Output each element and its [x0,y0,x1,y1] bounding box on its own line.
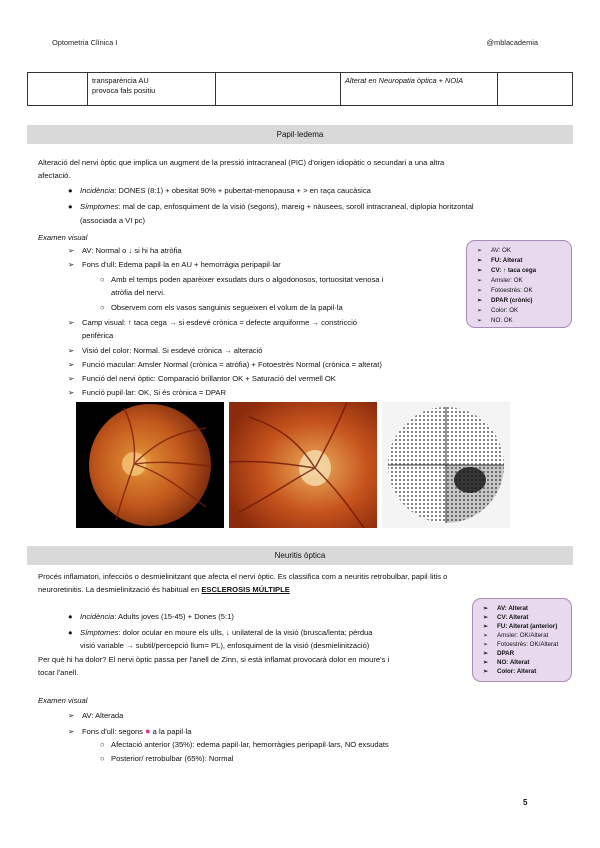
paragraph: Procés inflamatori, infecciós o desmielinitzant que afecta el nervi òptic. Es classifica com a neuritis retrobulbar, papil·litis o [38,572,448,581]
emoji-marker-icon: ● [145,726,151,736]
summary-item: ➢ NO: Alterat [483,659,530,666]
subheading-exam: Examen visual [38,233,88,242]
list-item: ➢ Visió del color: Normal. Si esdevé crònica → alteració [68,346,263,355]
summary-item: ➢ Color: Alterat [483,668,537,675]
paragraph: perifèrica [82,331,114,340]
list-item: ➢ Funció del nervi òptic: Comparació brillantor OK + Saturació del vermell OK [68,374,336,383]
arrow-icon: ➢ [68,318,75,327]
list-item: ○ Amb el temps poden aparèixer exsudats durs o algodonosos, tortuositat venosa i [100,275,384,284]
bullet-incidence: ● Incidència: Adults joves (15-45) + Dones (5:1) [68,612,234,621]
arrow-icon: ➢ [68,388,75,397]
bullet-icon: ● [68,186,73,195]
list-item: ➢ Fons d'ull: Edema papil·la en AU + hemorràgia peripapil·lar [68,260,281,269]
subheading-exam: Examen visual [38,696,88,705]
visual-field-chart [382,402,510,528]
summary-box-papilledema [466,240,572,328]
table-cell [28,73,88,106]
list-item: ○ Afectació anterior (35%): edema papil·lar, hemorràgies peripapil·lars, NO exsudats [100,740,389,749]
paragraph: Per què hi ha dolor? El nervi òptic passa per l'anell de Zinn, si està inflamat provocarà dolor en moure's i [38,655,390,664]
section-title-papilledema: Papil·ledema [27,125,573,144]
arrow-icon: ➢ [68,246,75,255]
circle-bullet-icon: ○ [100,754,105,763]
bullet-icon: ● [68,612,73,621]
bullet-symptoms: ● Símptomes: mal de cap, enfosquiment de la visió (segons), mareig + nàusees, soroll intracraneal, diplopia horitzontal [68,202,474,211]
summary-item: ➢ NO: OK [477,317,513,324]
arrow-icon: ➢ [68,374,75,383]
page-number: 5 [523,798,528,807]
bullet-icon: ● [68,628,73,637]
paragraph: tocar l'anell. [38,668,79,677]
summary-item: ➢ AV: OK [477,247,511,254]
paragraph: (associada a VI pc) [80,216,145,225]
circle-bullet-icon: ○ [100,740,105,749]
paragraph: neuroretinitis. La desmielinització és habitual en ESCLEROSIS MÚLTIPLE [38,585,290,594]
paragraph: Alteració del nervi òptic que implica un augment de la pressió intracraneal (PIC) d'origen idiopàtic o secundari a una altra [38,158,445,167]
table-cell [88,73,216,106]
list-item: ○ Observem com els vasos sanguinis segueixen el volum de la papil·la [100,303,343,312]
arrow-icon: ➢ [68,727,75,736]
summary-item: ➢ CV: ↑ taca cega [477,267,537,274]
summary-item: ➢ FU: Alterat [477,257,523,264]
arrow-icon: ➢ [68,360,75,369]
circle-bullet-icon: ○ [100,275,105,284]
list-item: ➢ Funció pupil·lar: OK, Si és crònica = DPAR [68,388,226,397]
continuation-table [27,72,573,106]
summary-item: ➢ Color: OK [477,307,519,314]
arrow-icon: ➢ [68,260,75,269]
summary-item: ➢ DPAR [483,650,515,657]
summary-item: ➢ CV: Alterat [483,614,529,621]
fundus-photo-1 [76,402,224,528]
summary-item: ➢ Fotoestrès: OK [477,287,533,294]
summary-item: ➢ Fotoestrès: OK/Alterat [483,641,559,648]
paragraph: atròfia del nervi. [111,288,166,297]
paragraph: afectació. [38,171,71,180]
bullet-symptoms: ● Símptomes: dolor ocular en moure els ulls, ↓ unilateral de la visió (brusca/lenta; pèrdua [68,628,373,637]
circle-bullet-icon: ○ [100,303,105,312]
summary-item: ➢ AV: Alterat [483,605,528,612]
table-cell: Alterat en Neuropatia òptica + NOIA [341,73,498,106]
list-item: ○ Posterior/ retrobulbar (65%): Normal [100,754,234,763]
list-item: ➢ Funció macular: Amsler Normal (crònica = atròfia) + Fotoestrès Normal (crònica = alterat) [68,360,382,369]
table-cell [498,73,573,106]
bullet-icon: ● [68,202,73,211]
list-item: ➢ Fons d'ull: segons ● a la papil·la [68,726,192,736]
summary-item: ➢ DPAR (crònic) [477,297,533,304]
header-left: Optometria Clínica I [52,38,118,47]
section-title-neuritis: Neuritis òptica [27,546,573,565]
list-item: ➢ AV: Alterada [68,711,124,720]
arrow-icon: ➢ [68,711,75,720]
table-cell [216,73,341,106]
arrow-icon: ➢ [68,346,75,355]
summary-item: ➢ FU: Alterat (anterior) [483,623,558,630]
paragraph: visió variable → subtil/percepció llum= PL), enfosquiment de la visió (desmielinització) [80,641,370,650]
table-cell-text: provoca fals positiu [92,85,156,95]
bullet-incidence: ● Incidència: DONES (8:1) + obesitat 90% + pubertat-menopausa + > en raça caucàsica [68,186,371,195]
summary-item: ➢ Amsler: OK/Alterat [483,632,549,639]
fundus-photo-2 [229,402,377,528]
header-right: @mblacademia [486,38,538,47]
table-cell-text: transparència AU [92,76,149,85]
list-item: ➢ AV: Normal o ↓ si hi ha atròfia [68,246,182,255]
summary-box-neuritis [472,598,572,682]
list-item: ➢ Camp visual: ↑ taca cega → si esdevé crònica = defecte arquiforme → constricció [68,318,357,327]
summary-item: ➢ Amsler: OK [477,277,523,284]
